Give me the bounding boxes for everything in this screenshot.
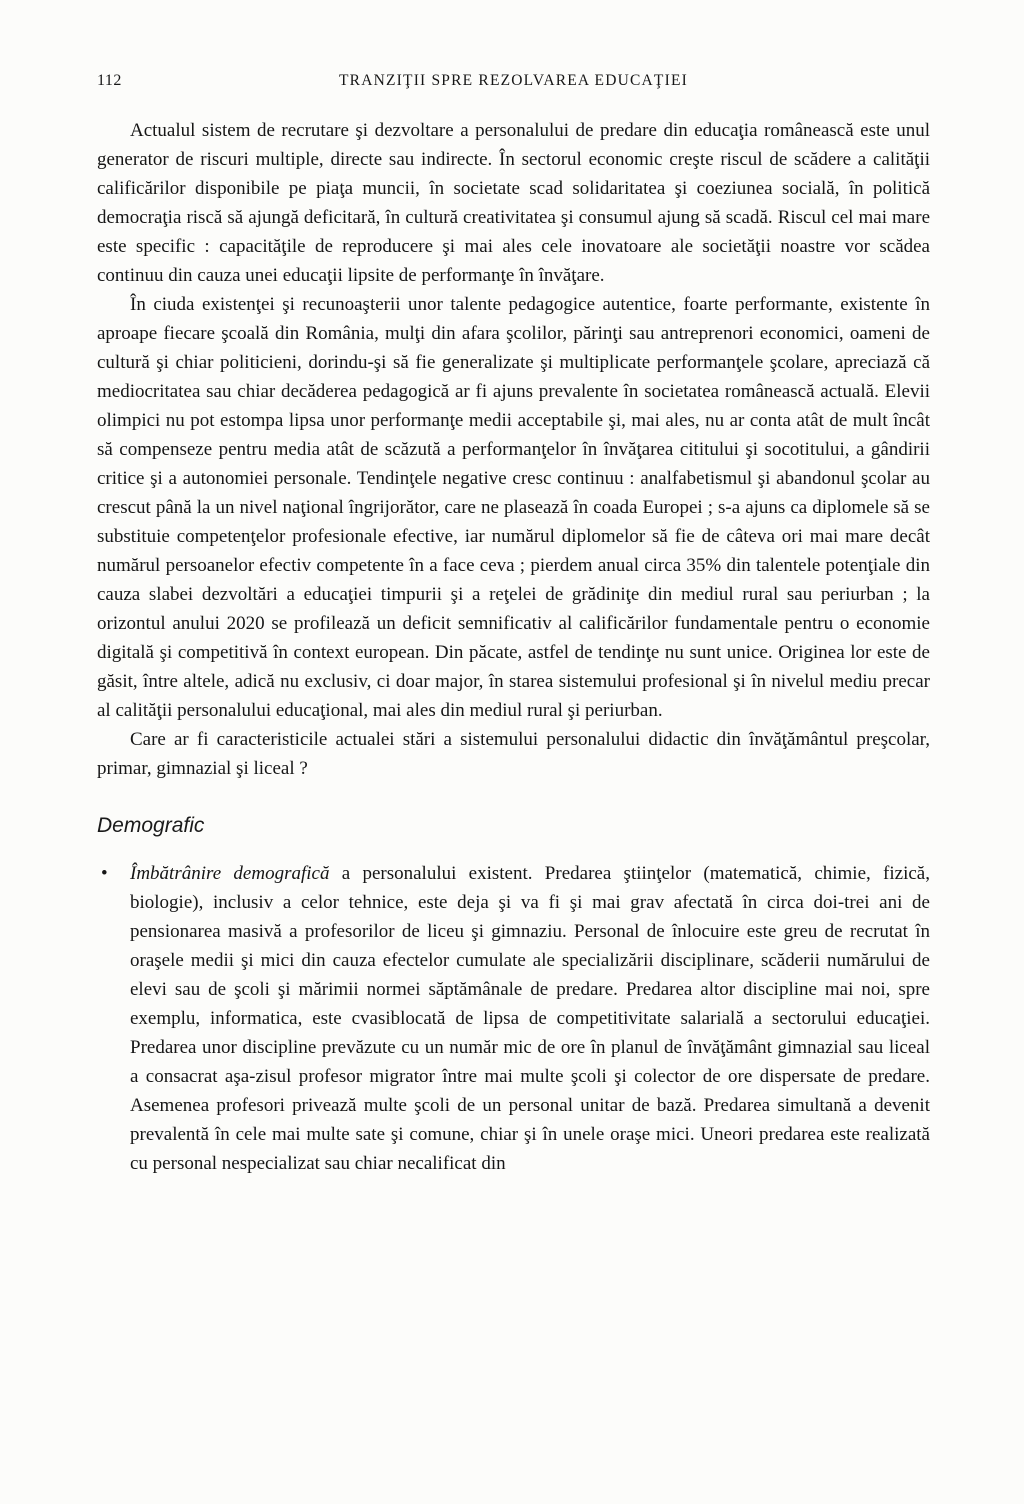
bullet-body-text: a personalului existent. Predarea ştiinţelor (matematică, chimie, fizică, biologie), inclusiv a celor tehnice, este deja şi va fi şi mai grav afectată în circa doi-trei ani de pensionarea masivă a profesorilor de liceu şi gimnaziu. Personal de înlocuire este greu de recrutat în oraşele medii şi mici din cauza efectelor cumulate ale specializării disciplinare, scăderii numărului de elevi sau de şcoli şi mărimii normei săptămânale de predare. Predarea altor discipline mai noi, spre exemplu, informatica, este cvasiblocată de lipsa de competitivitate salarială a sectorului educaţiei. Predarea unor discipline prevăzute cu un număr mic de ore în planul de învăţământ gimnazial sau liceal a consacrat aşa-zisul profesor migrator între mai multe şcoli şi colector de ore dispersate de predare. Asemenea profesori privează multe şcoli de un personal unitar de bază. Predarea simultană a devenit prevalentă în cele mai multe sate şi comune, chiar şi în unele oraşe mici. Uneori predarea este realizată cu personal nespecializat sau chiar necalificat din bbox=[130, 863, 930, 1174]
list-item-imbatranire bbox=[97, 859, 930, 1178]
page-body bbox=[97, 116, 930, 1178]
bullet-icon: • bbox=[101, 863, 108, 884]
bullet-lead-italic: Îmbătrânire demografică bbox=[130, 863, 330, 884]
paragraph-talente-tendinte: În ciuda existenţei şi recunoaşterii unor talente pedagogice autentice, foarte performante, existente în aproape fiecare şcoală din România, mulţi din afara şcolilor, părinţi sau antreprenori economici, oameni de cultură şi chiar politicieni, dorindu-şi să fie generalizate şi multiplicate performanţele şcolare, apreciază că mediocritatea sau chiar decăderea pedagogică ar fi ajuns prevalente în societatea românească actuală. Elevii olimpici nu pot estompa lipsa unor performanţe medii acceptabile şi, mai ales, nu ar conta atât de mult încât să compenseze pentru media atât de scăzută a performanţelor în învăţarea cititului şi socotitului, a gândirii critice şi a autonomiei personale. Tendinţele negative cresc continuu : analfabetismul şi abandonul şcolar au crescut până la un nivel naţional îngrijorător, care ne plasează în coada Europei ; s-a ajuns ca diplomele să se substituie competenţelor profesionale efective, iar numărul diplomelor să fie de câteva ori mai mare decât numărul persoanelor efectiv competente în a face ceva ; pierdem anual circa 35% din talentele potenţiale din cauza slabei dezvoltări a educaţiei timpurii şi a reţelei de grădiniţe din mediul rural sau periurban ; la orizontul anului 2020 se profilează un deficit semnificativ al calificărilor fundamentale pentru o economie digitală şi competitivă în context european. Din păcate, astfel de tendinţe nu sunt unice. Originea lor este de găsit, între altele, adică nu exclusiv, ci doar major, în starea sistemului profesional şi în nivelul mediu precar al calităţii personalului educaţional, mai ales din mediul rural şi periurban. bbox=[97, 294, 930, 721]
running-header bbox=[97, 72, 930, 94]
page-number: 112 bbox=[97, 72, 122, 89]
section-heading-demografic: Demografic bbox=[97, 814, 205, 837]
bullet-paragraph bbox=[130, 859, 930, 1178]
running-head-title: TRANZIŢII SPRE REZOLVAREA EDUCAŢIEI bbox=[339, 72, 688, 89]
paragraph-recrutare-riscuri: Actualul sistem de recrutare şi dezvoltare a personalului de predare din educaţia românească este unul generator de riscuri multiple, directe sau indirecte. În sectorul economic creşte riscul de scădere a calităţii calificărilor disponibile pe piaţa muncii, în societate scad solidaritatea şi coeziunea socială, în politică democraţia riscă să ajungă deficitară, în cultură creativitatea şi consumul ajung să scadă. Riscul cel mai mare este specific : capacităţile de reproducere şi mai ales cele inovatoare ale societăţii noastre vor scădea continuu din cauza unei educaţii lipsite de performanţe în învăţare. bbox=[97, 120, 930, 286]
paragraph-intrebare-caracteristici: Care ar fi caracteristicile actualei stări a sistemului personalului didactic din învăţământul preşcolar, primar, gimnazial şi liceal ? bbox=[97, 729, 930, 779]
